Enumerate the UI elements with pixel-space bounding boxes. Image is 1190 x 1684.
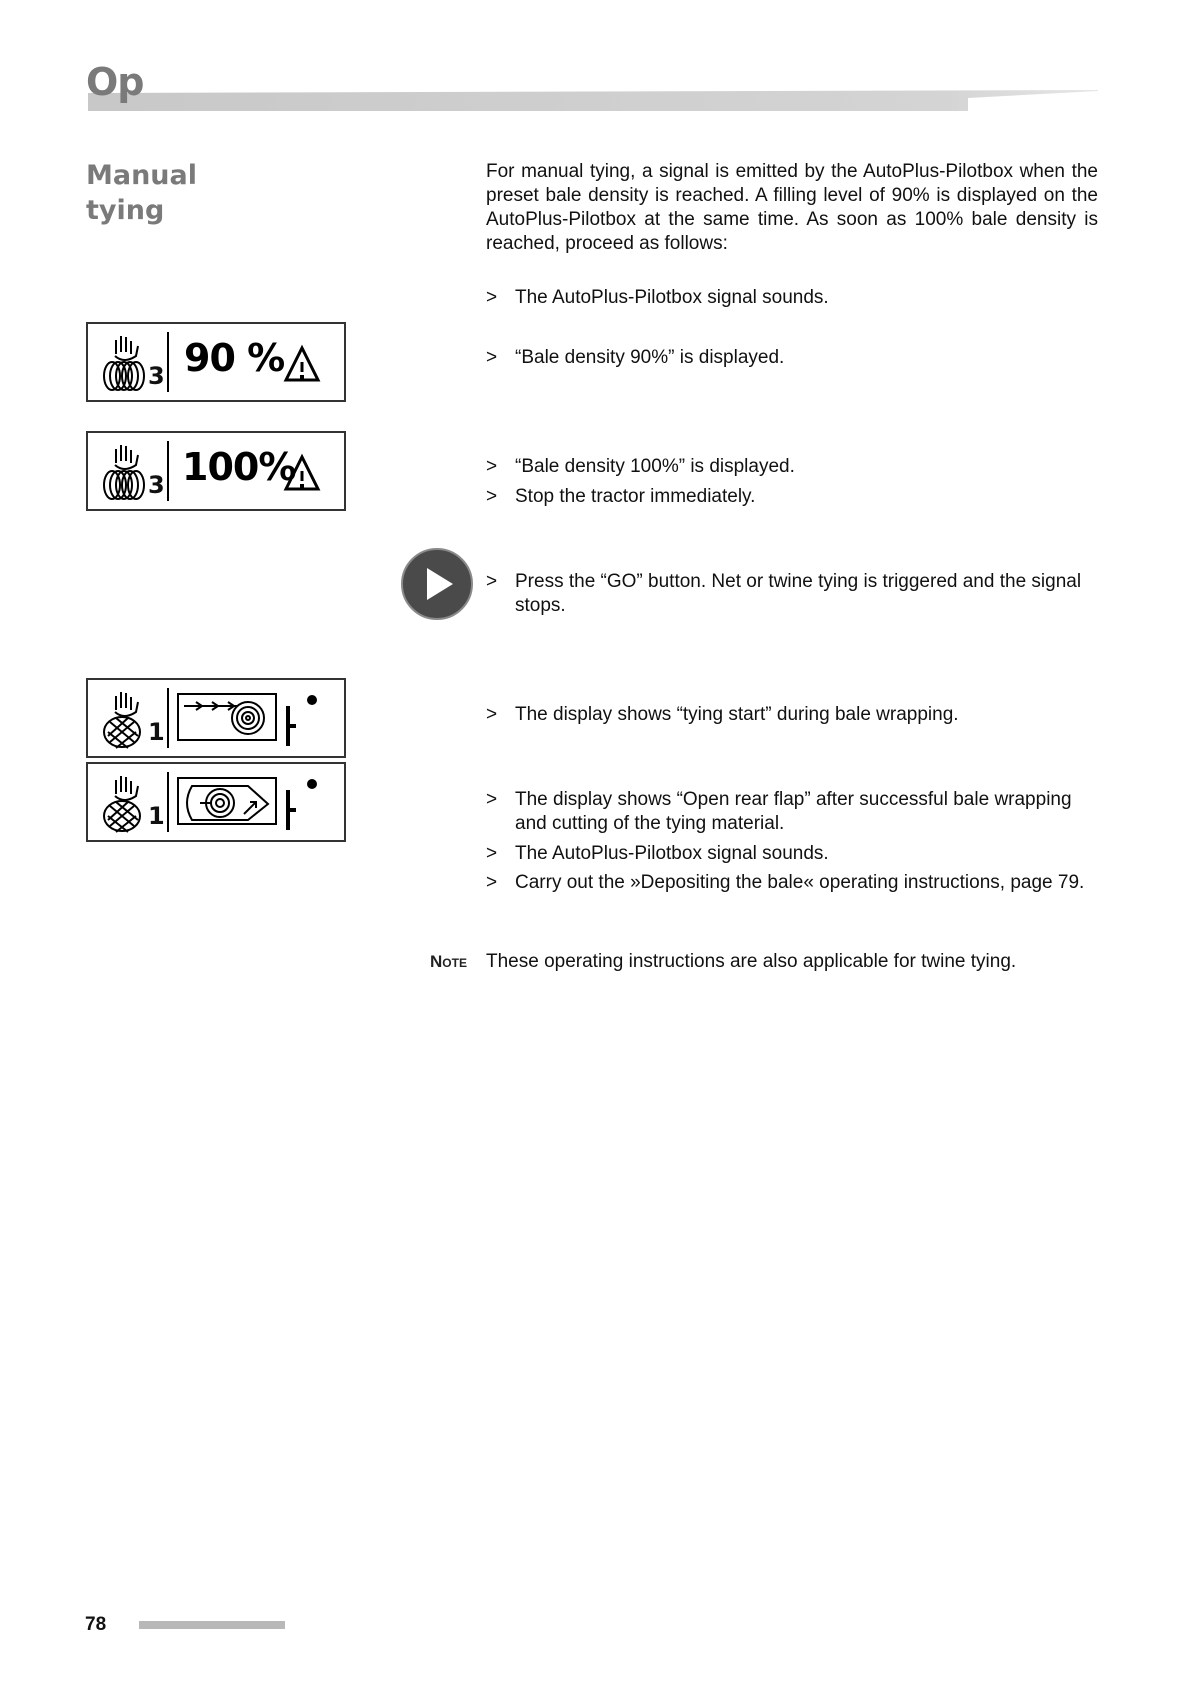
step-item	[486, 485, 1098, 509]
step-item	[486, 703, 1098, 727]
step-item	[486, 286, 1098, 310]
step-text: The AutoPlus-Pilotbox signal sounds.	[515, 843, 829, 864]
section-title-line1: Manual	[86, 160, 198, 191]
step-text: The display shows “tying start” during bale wrapping.	[515, 704, 959, 725]
step-text: Press the “GO” button. Net or twine tying is triggered and the signal stops.	[515, 571, 1082, 616]
step-item	[486, 346, 1098, 370]
step-bullet: >	[486, 486, 498, 507]
section-title	[86, 158, 306, 228]
step-item	[486, 871, 1098, 895]
bale-count: 1	[148, 718, 165, 746]
section-title-line2: tying	[86, 195, 165, 226]
step-text: “Bale density 90%” is displayed.	[515, 347, 785, 368]
display-open-rear-flap	[86, 762, 346, 842]
footer-bar	[139, 1621, 285, 1629]
bale-count: 3	[148, 471, 165, 499]
step-bullet: >	[486, 789, 498, 810]
step-item	[486, 455, 1098, 479]
open-rear-flap-icon	[88, 764, 344, 840]
step-bullet: >	[486, 456, 498, 477]
go-button-icon	[400, 547, 474, 621]
step-text: Stop the tractor immediately.	[515, 486, 756, 507]
bale-count: 3	[148, 362, 165, 390]
step-item	[486, 842, 1098, 866]
step-bullet: >	[486, 704, 498, 725]
step-text: The AutoPlus-Pilotbox signal sounds.	[515, 287, 829, 308]
step-text: The display shows “Open rear flap” after successful bale wrapping and cutting of the tying material.	[515, 789, 1072, 834]
tying-start-icon	[88, 680, 344, 756]
step-item	[486, 788, 1098, 836]
page-number: 78	[85, 1614, 107, 1635]
step-bullet: >	[486, 571, 498, 592]
display-bale-density-100	[86, 431, 346, 511]
density-value: 100%	[182, 445, 296, 489]
step-text: Carry out the »Depositing the bale« operating instructions, page 79.	[515, 872, 1085, 893]
display-tying-start	[86, 678, 346, 758]
header-bar	[88, 90, 1098, 114]
intro-paragraph: For manual tying, a signal is emitted by the AutoPlus-Pilotbox when the preset bale density is reached. A filling level of 90% is displayed on the AutoPlus-Pilotbox at the same time. As soon as 100% bale density is reached, proceed as follows:	[486, 161, 1098, 254]
note-text: These operating instructions are also applicable for twine tying.	[486, 951, 1017, 972]
step-bullet: >	[486, 287, 498, 308]
note-label: Note	[430, 952, 467, 971]
chapter-title: Op	[86, 60, 144, 104]
step-bullet: >	[486, 872, 498, 893]
display-bale-density-90	[86, 322, 346, 402]
step-text: “Bale density 100%” is displayed.	[515, 456, 795, 477]
density-value: 90 %	[184, 336, 285, 380]
note	[430, 950, 1110, 974]
step-bullet: >	[486, 347, 498, 368]
bale-count: 1	[148, 802, 165, 830]
step-bullet: >	[486, 843, 498, 864]
step-item	[486, 570, 1098, 618]
